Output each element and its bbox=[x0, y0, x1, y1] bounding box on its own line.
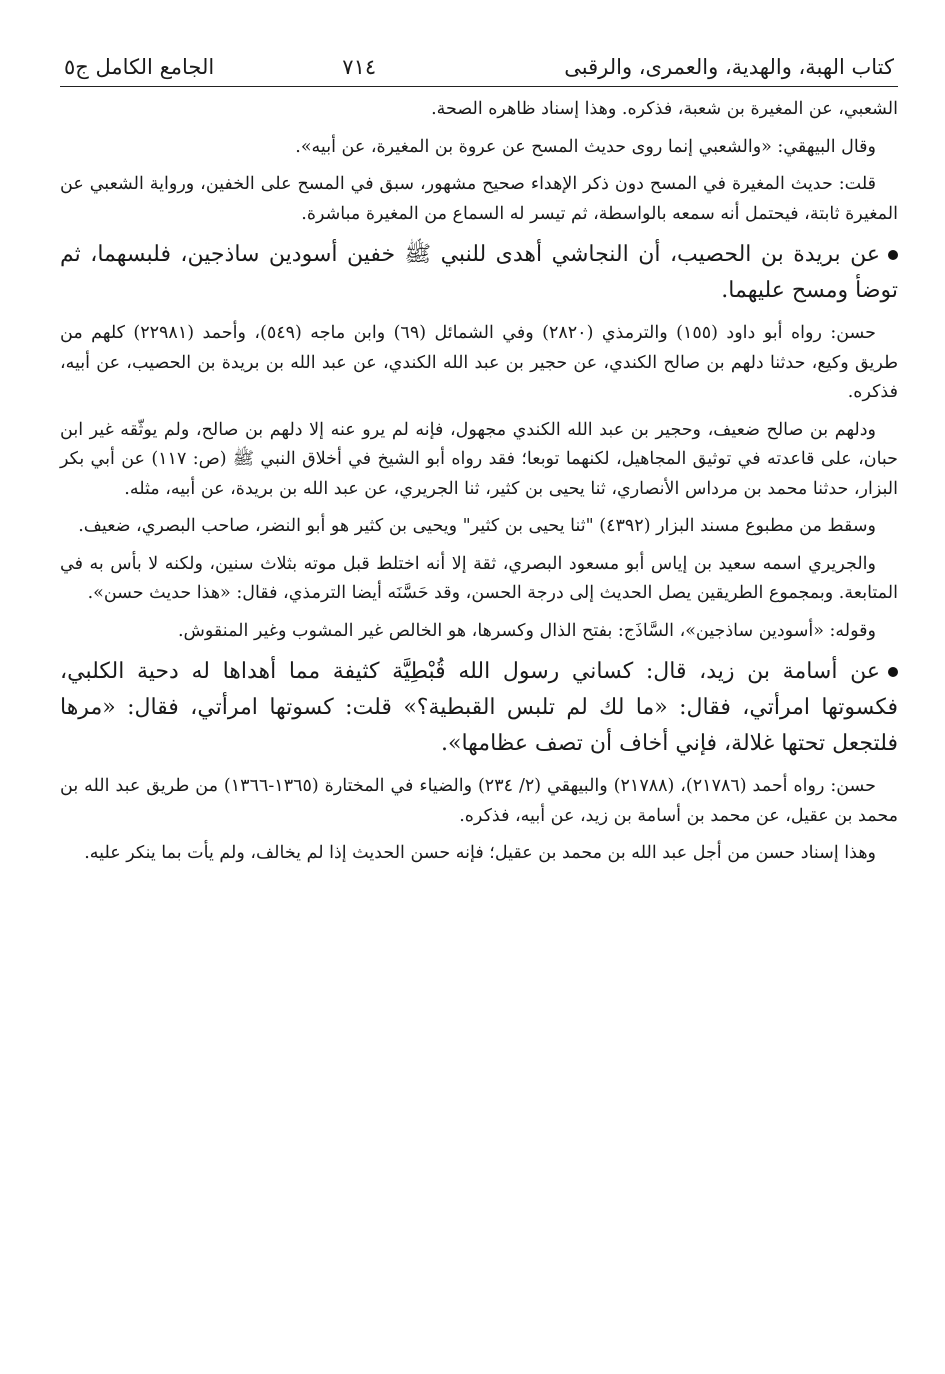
hadith-body: عن أسامة بن زيد، قال: كساني رسول الله قُبْطِيَّة كثيفة مما أهداها له دحية الكلبي، فكسوتها امرأتي، فقال: «ما لك لم تلبس القبطية؟» قلت: كسوتها امرأتي، فقال: «مرها فلتجعل تحتها غلالة، فإني أخاف أن تصف عظامها». bbox=[60, 659, 898, 756]
commentary-paragraph: وقوله: «أسودين ساذجين»، السَّاذَج: بفتح الذال وكسرها، هو الخالص غير المشوب وغير المنقوش. bbox=[177, 620, 876, 641]
hadith-text bbox=[60, 237, 898, 309]
page-body bbox=[60, 87, 898, 869]
commentary-paragraph: حسن: رواه أحمد (٢١٧٨٦)، (٢١٧٨٨) والبيهقي (٢/ ٢٣٤) والضياء في المختارة (١٣٦٥-١٣٦٦) من طريق عبد الله بن محمد بن عقيل، عن محمد بن أسامة بن زيد، عن أبيه، فذكره. bbox=[60, 776, 898, 826]
commentary-paragraph: والجريري اسمه سعيد بن إياس أبو مسعود البصري، ثقة إلا أنه اختلط قبل موته بثلاث سنين، ولكنه لا بأس به في المتابعة. وبمجموع الطريقين يصل الحديث إلى درجة الحسن، وقد حَسَّنَه أيضا الترمذي، فقال: «هذا حديث حسن». bbox=[60, 553, 898, 603]
paragraph-note: قلت: حديث المغيرة في المسح دون ذكر الإهداء صحيح مشهور، سبق في المسح على الخفين، ورواية الشعبي عن المغيرة ثابتة، فيحتمل أنه سمعه بالواسطة، ثم تيسر له السماع من المغيرة مباشرة. bbox=[60, 174, 898, 224]
hadith-body: عن بريدة بن الحصيب، أن النجاشي أهدى للنبي ﷺ خفين أسودين ساذجين، فلبسهما، ثم توضأ ومسح عليهما. bbox=[60, 242, 898, 303]
page-number: ٧١٤ bbox=[342, 55, 377, 79]
paragraph-bayhaqi-quote: وقال البيهقي: «والشعبي إنما روى حديث المسح عن عروة بن المغيرة، عن أبيه». bbox=[295, 136, 876, 157]
running-header bbox=[60, 52, 898, 87]
bullet-icon bbox=[888, 667, 898, 677]
commentary-paragraph: حسن: رواه أبو داود (١٥٥) والترمذي (٢٨٢٠) وفي الشمائل (٦٩) وابن ماجه (٥٤٩)، وأحمد (٢٢٩٨١) كلهم من طريق وكيع، حدثنا دلهم بن صالح الكندي، عن حجير بن عبد الله الكندي، عن عبد الله بن بريدة بن الحصيب، عن أبيه، فذكره. bbox=[60, 323, 898, 402]
commentary-paragraph: وهذا إسناد حسن من أجل عبد الله بن محمد بن عقيل؛ فإنه حسن الحديث إذا لم يخالف، ولم يأت بما ينكر عليه. bbox=[84, 843, 876, 863]
commentary-paragraph: ودلهم بن صالح ضعيف، وحجير بن عبد الله الكندي مجهول، فإنه لم يرو عنه إلا دلهم بن صالح، ولم يوثّقه غير ابن حبان، على قاعدته في توثيق المجاهيل، لكنهما توبعا؛ فقد رواه أبو الشيخ في أخلاق النبي ﷺ (ص: ١١٧) عن أبي بكر البزار، حدثنا محمد بن مرداس الأنصاري، ثنا يحيى بن كثير، ثنا الجريري، عن عبد الله بن بريدة، عن أبيه، مثله. bbox=[60, 419, 898, 499]
document-page bbox=[60, 52, 898, 877]
bullet-icon bbox=[888, 250, 898, 260]
hadith-text bbox=[60, 654, 898, 762]
book-volume-title: الجامع الكامل ج٥ bbox=[64, 55, 215, 79]
book-section-title: كتاب الهبة، والهدية، والعمرى، والرقبى bbox=[564, 55, 894, 79]
commentary-paragraph: وسقط من مطبوع مسند البزار (٤٣٩٢) "ثنا يحيى بن كثير" ويحيى بن كثير هو أبو النضر، صاحب البصري، ضعيف. bbox=[78, 516, 876, 536]
paragraph-continuation: الشعبي، عن المغيرة بن شعبة، فذكره. وهذا إسناد ظاهره الصحة. bbox=[431, 99, 898, 119]
